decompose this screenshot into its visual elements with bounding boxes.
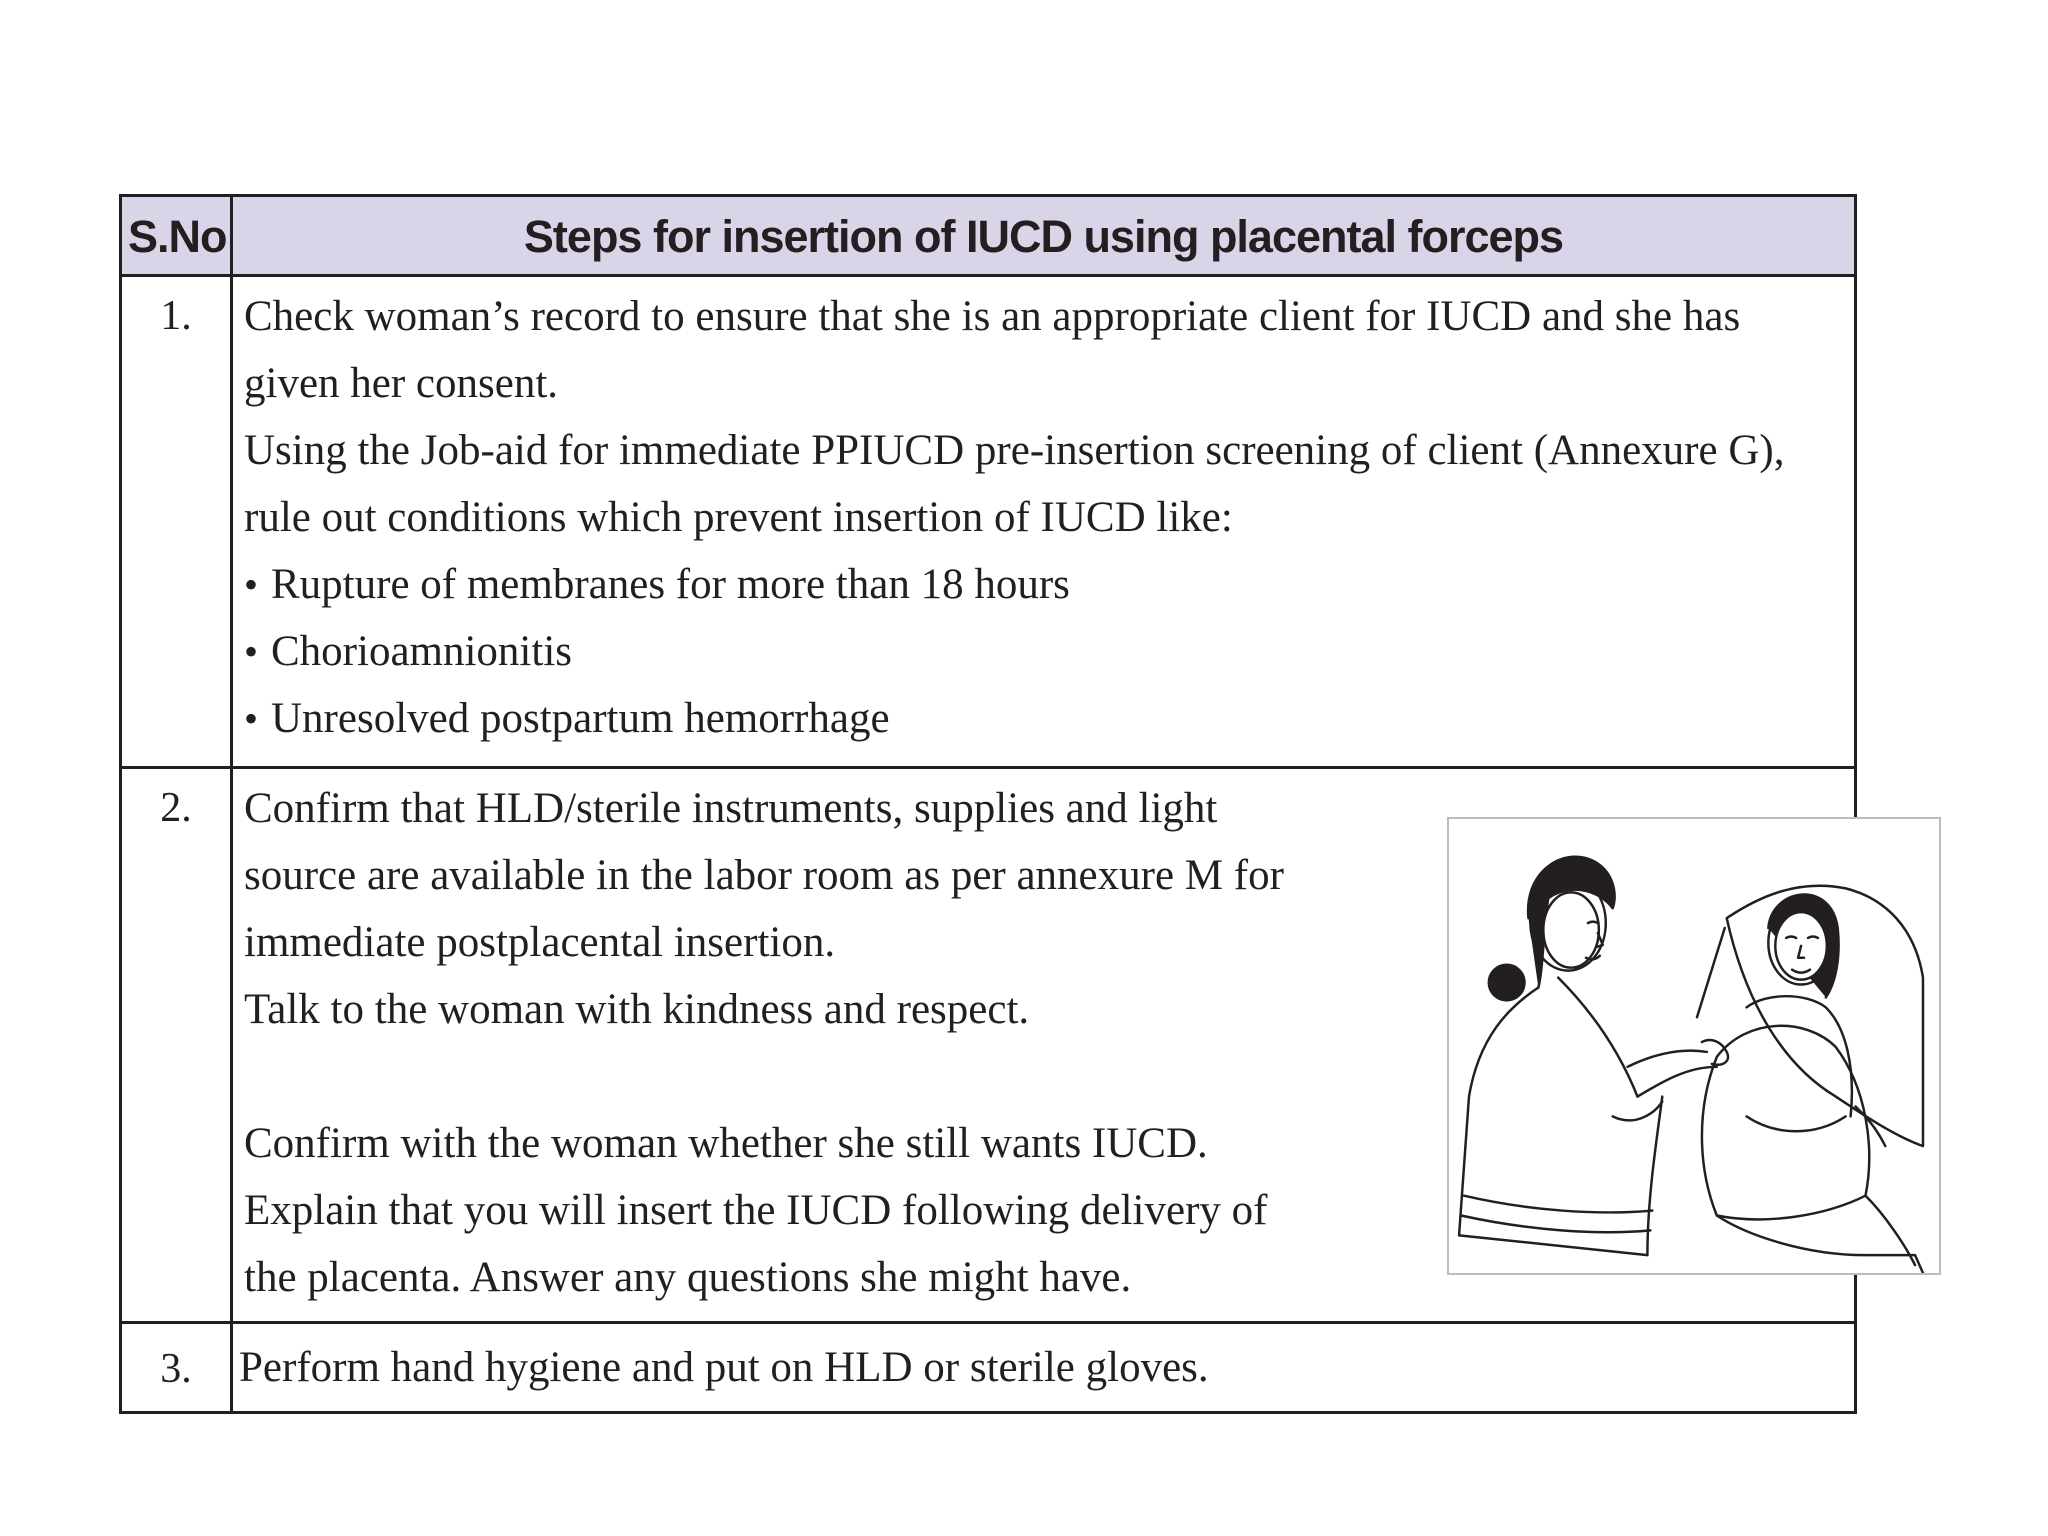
list-item: • Unresolved postpartum hemorrhage bbox=[244, 685, 1844, 752]
list-item: • Chorioamnionitis bbox=[244, 618, 1844, 685]
step-content bbox=[233, 769, 1854, 1321]
step-text: Explain that you will insert the IUCD following delivery of the placenta. Answer any questions she might have. bbox=[244, 1187, 1268, 1301]
table-header-row bbox=[122, 197, 1854, 277]
provider-counseling-illustration bbox=[1447, 817, 1941, 1275]
table-row bbox=[122, 277, 1854, 769]
step-text: Confirm that HLD/sterile instruments, supplies and light source are available in the labor room as per annexure M for immediate postplacental insertion. bbox=[244, 785, 1284, 966]
row-number: 2. bbox=[122, 769, 233, 1321]
row-number: 1. bbox=[122, 277, 233, 766]
header-steps: Steps for insertion of IUCD using placental forceps bbox=[523, 211, 1564, 262]
step-text: Confirm with the woman whether she still wants IUCD. bbox=[244, 1120, 1208, 1167]
step-text: Using the Job-aid for immediate PPIUCD pre-insertion screening of client (Annexure G), rule out conditions which prevent insertion of IUCD like: bbox=[244, 427, 1785, 541]
list-item: • Rupture of membranes for more than 18 hours bbox=[244, 551, 1844, 618]
step-text: Talk to the woman with kindness and respect. bbox=[244, 986, 1030, 1033]
row-number: 3. bbox=[122, 1324, 233, 1411]
iucd-steps-table bbox=[119, 194, 1857, 1414]
table-row bbox=[122, 769, 1854, 1324]
step-text: Perform hand hygiene and put on HLD or sterile gloves. bbox=[239, 1344, 1209, 1391]
condition-list bbox=[244, 551, 1844, 752]
step-content bbox=[233, 277, 1854, 766]
step-text: Check woman’s record to ensure that she is an appropriate client for IUCD and she has given her consent. bbox=[244, 293, 1741, 407]
header-sno: S.No bbox=[122, 197, 233, 274]
table-row bbox=[122, 1324, 1854, 1414]
step-content bbox=[233, 1324, 1854, 1411]
